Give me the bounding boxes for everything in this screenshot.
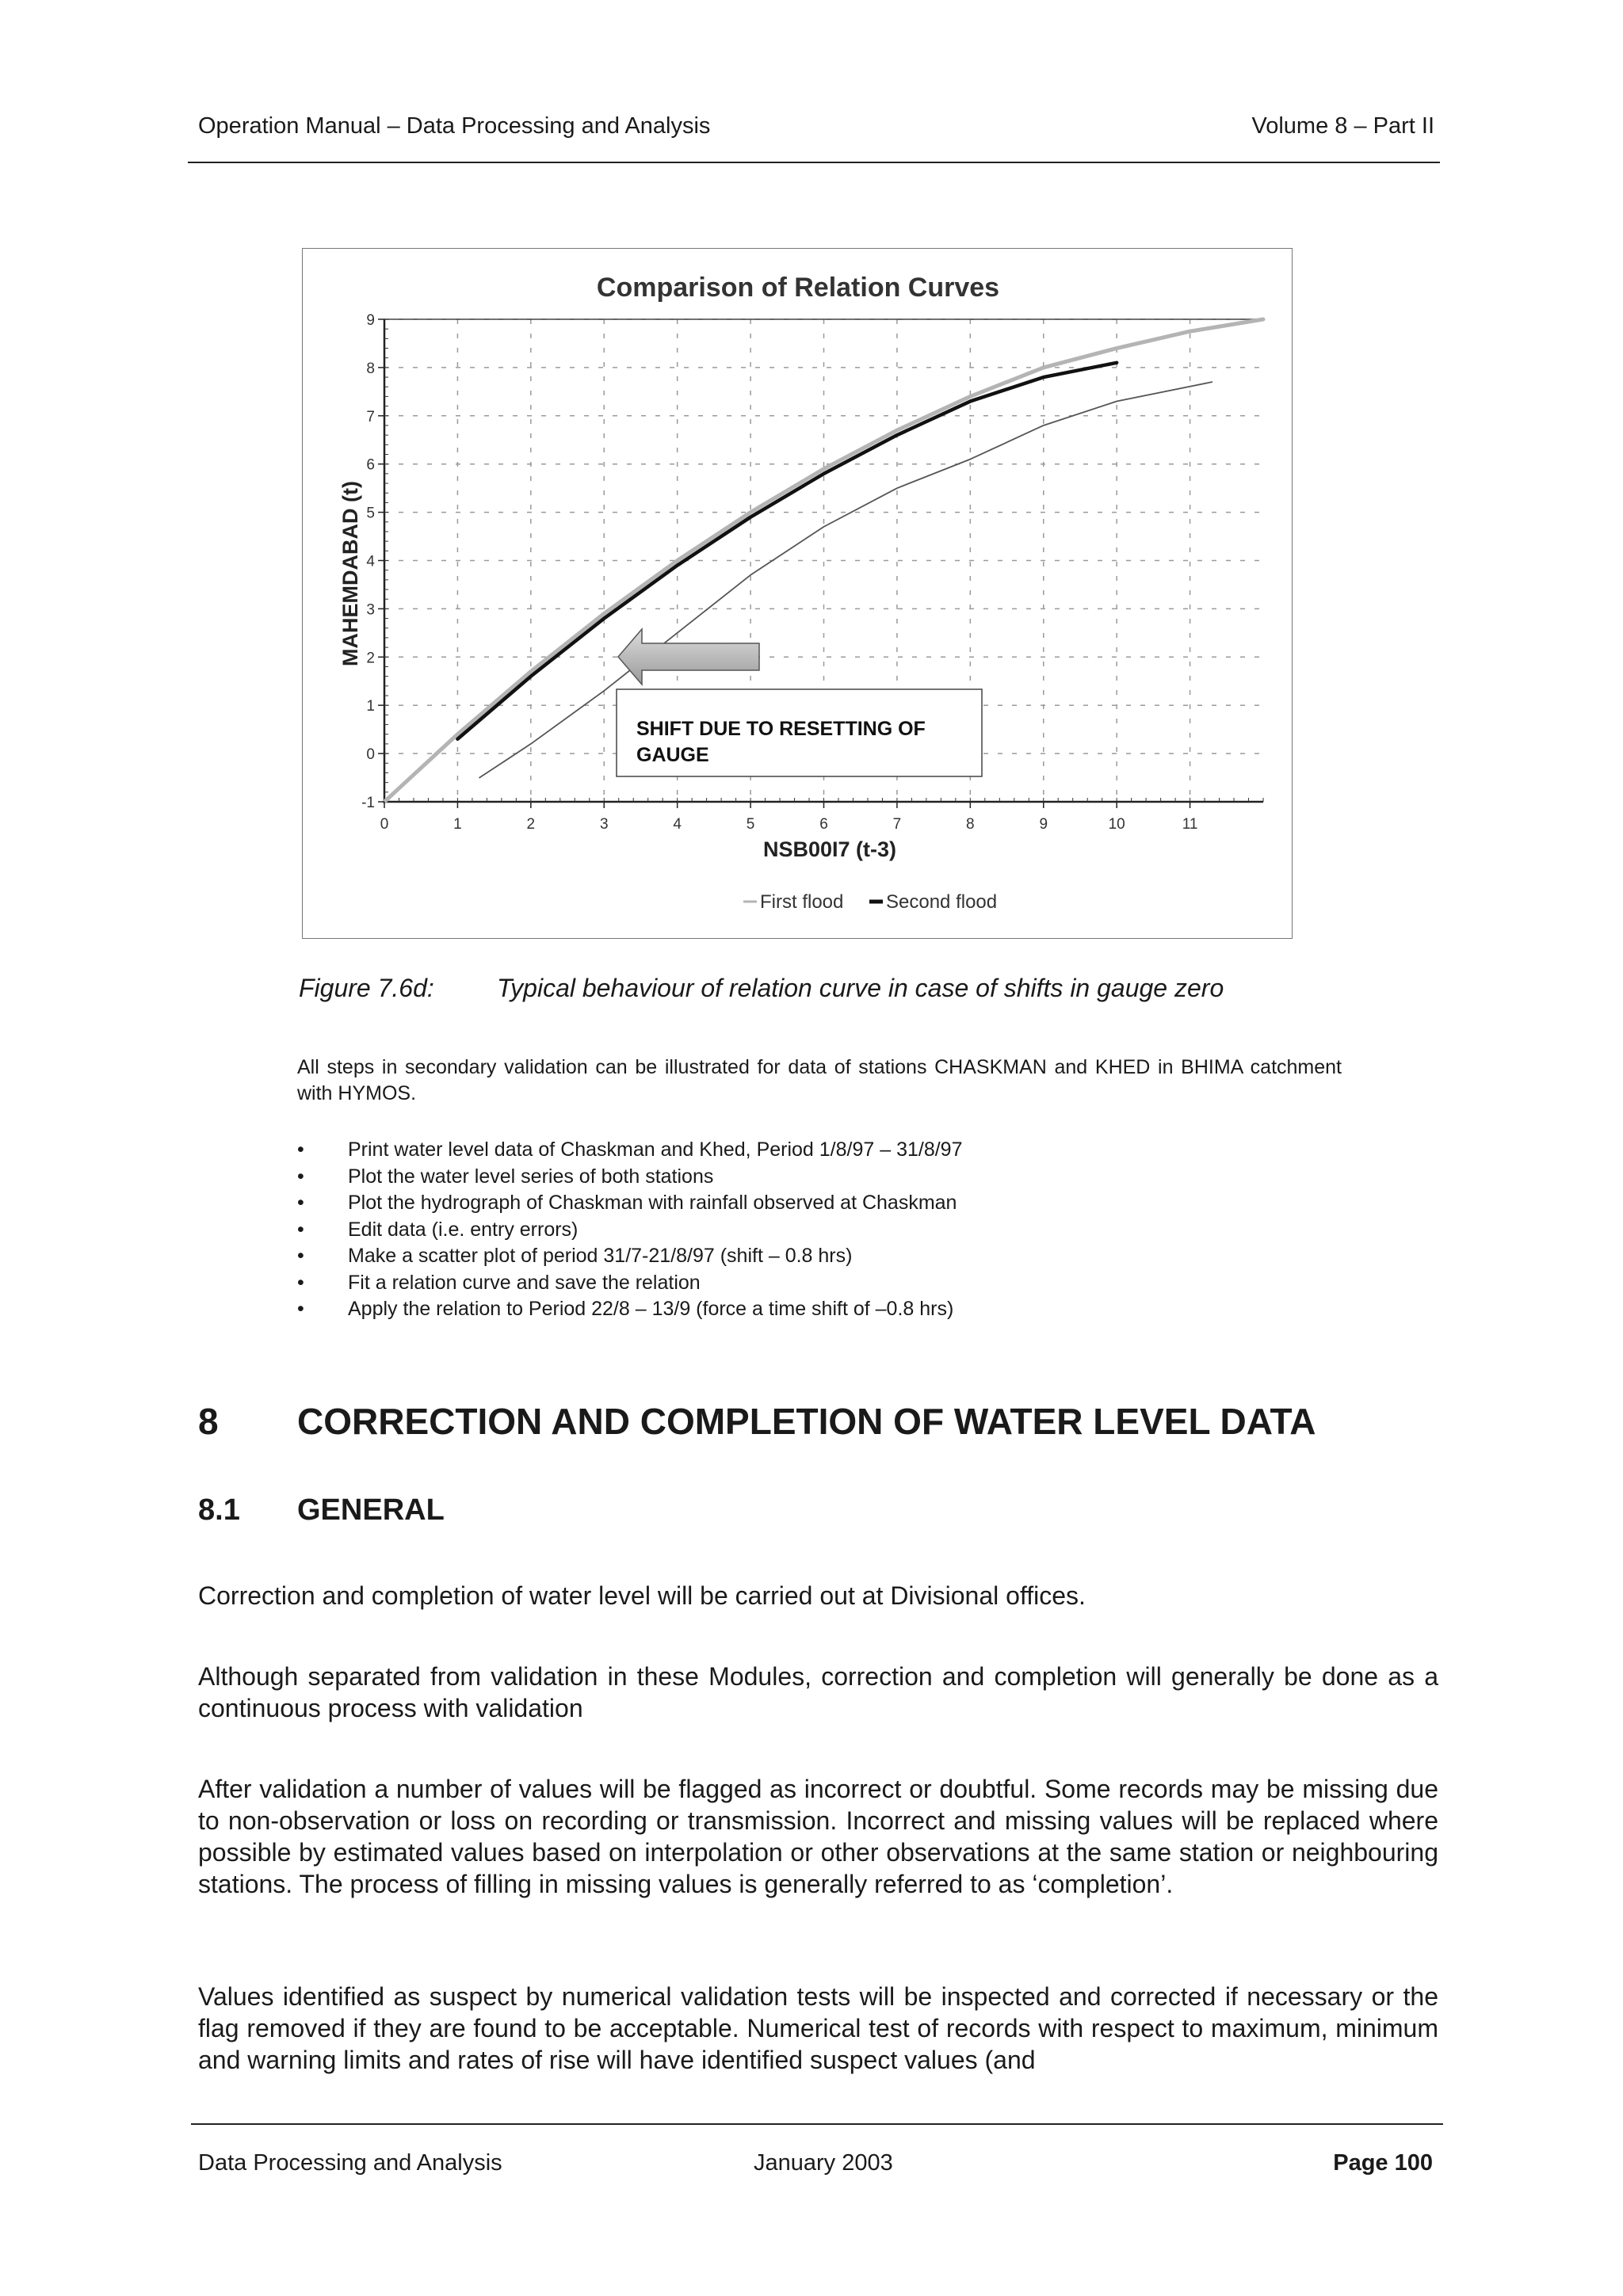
paragraph: Although separated from validation in these Modules, correction and completion will generally be done as a continuous process with validation [198,1662,1438,1722]
x-tick-label: 0 [380,816,389,833]
subsection-number: 8.1 [198,1493,240,1527]
bullet-icon: • [297,1165,304,1188]
x-tick-label: 7 [892,816,902,833]
footer-date: January 2003 [754,2150,893,2176]
shift-arrow-icon [618,629,759,685]
bullet-icon: • [297,1271,304,1294]
y-tick-label: 1 [366,698,375,715]
list-item: • Apply the relation to Period 22/8 – 13/9 (force a time shift of –0.8 hrs) [297,1296,1407,1323]
x-tick-label: 6 [819,816,828,833]
header-title: Operation Manual – Data Processing and Analysis [198,113,711,139]
legend-label-second-flood: Second flood [886,891,998,913]
y-tick-label: 8 [366,360,375,377]
y-tick-label: 5 [366,505,375,522]
bullet-icon: • [297,1192,304,1214]
intro-paragraph: All steps in secondary validation can be illustrated for data of stations CHASKMAN and KHED in BHIMA catchment with HYMOS. [297,1056,1342,1104]
y-tick-label: 2 [366,650,375,667]
list-item: • Plot the hydrograph of Chaskman with rainfall observed at Chaskman [297,1190,1407,1217]
y-tick-label: 3 [366,601,375,619]
x-axis-label: NSB00I7 (t-3) [762,837,897,861]
annotation-text-line2: GAUGE [636,744,709,766]
list-item: • Plot the water level series of both stations [297,1164,1407,1191]
x-tick-label: 9 [1039,816,1048,833]
section-number: 8 [198,1401,219,1442]
list-item: • Make a scatter plot of period 31/7-21/8/97 (shift – 0.8 hrs) [297,1243,1407,1270]
y-tick-label: -1 [361,795,375,811]
chart-title: Comparison of Relation Curves [596,273,1000,303]
y-tick-label: 9 [366,312,375,329]
y-tick-label: 4 [366,553,375,570]
footer-page-number: Page 100 [1333,2150,1433,2176]
list-item: • Edit data (i.e. entry errors) [297,1217,1407,1244]
x-tick-label: 10 [1108,816,1125,833]
legend-label-first-flood: First flood [760,891,844,913]
bullet-icon: • [297,1218,304,1241]
paragraph: Correction and completion of water level will be carried out at Divisional offices. [198,1581,1086,1610]
x-tick-label: 5 [746,816,755,833]
x-tick-label: 11 [1182,816,1198,833]
footer-rule [191,2123,1443,2125]
figure-caption: Typical behaviour of relation curve in case of shifts in gauge zero [497,974,1224,1002]
x-tick-label: 1 [453,816,462,833]
header-volume: Volume 8 – Part II [1251,113,1434,139]
x-tick-label: 4 [673,816,682,833]
y-tick-label: 6 [366,456,375,474]
bullet-icon: • [297,1245,304,1267]
section-title: CORRECTION AND COMPLETION OF WATER LEVEL DATA [297,1401,1316,1442]
relation-curve-chart [303,249,1293,940]
figure-frame [302,248,1293,939]
footer-title: Data Processing and Analysis [198,2150,502,2176]
paragraph: After validation a number of values will be flagged as incorrect or doubtful. Some records may be missing due to non-observation or loss on recording or transmission. Incorrect and missing values will be replaced where possible by estimated values based on interpolation or other observations at the same station or neighbouring stations. The process of filling in missing values is generally referred to as ‘completion’. [198,1775,1438,1898]
figure-label: Figure 7.6d: [299,974,434,1002]
x-tick-label: 2 [526,816,536,833]
y-tick-label: 0 [366,746,375,764]
annotation-text-line1: SHIFT DUE TO RESETTING OF [636,718,926,740]
list-item: • Print water level data of Chaskman and Khed, Period 1/8/97 – 31/8/97 [297,1137,1407,1164]
steps-list [297,1137,1407,1323]
chart-legend [743,891,997,913]
x-tick-label: 8 [966,816,975,833]
y-axis-label: MAHEMDABAD (t) [338,481,362,666]
y-tick-label: 7 [366,408,375,425]
bullet-icon: • [297,1138,304,1161]
bullet-icon: • [297,1298,304,1320]
paragraph: Values identified as suspect by numerical validation tests will be inspected and corrected if necessary or the flag removed if they are found to be acceptable. Numerical test of records with respect to maximum, minimum and warning limits and rates of rise will have identified suspect values (and [198,1982,1438,2074]
header-rule [188,162,1440,163]
x-tick-label: 3 [599,816,609,833]
list-item: • Fit a relation curve and save the relation [297,1270,1407,1297]
subsection-title: GENERAL [297,1493,445,1527]
